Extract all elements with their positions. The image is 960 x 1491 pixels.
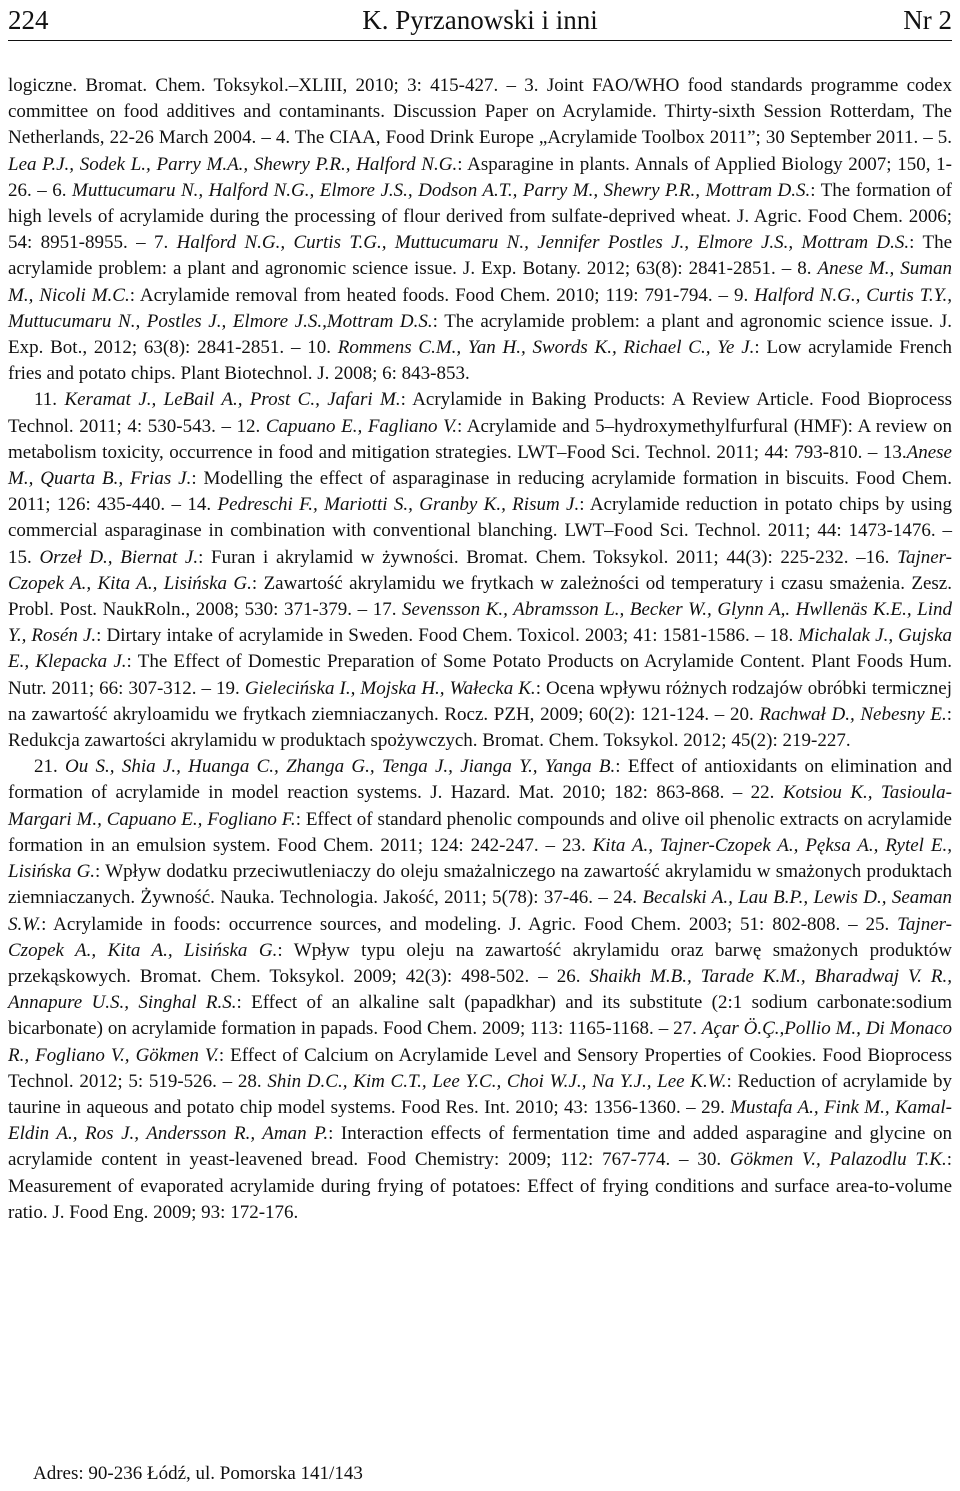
citation-text: : The acrylamide problem: a plant and agronomic science issue. J. Exp. Botany. 2012; 63(8): 2841-2851. – 8.: [8, 232, 953, 280]
author-list: Halford N.G., Curtis T.G., Muttucumaru N., Jennifer Postles J., Elmore J.S., Mottram D.S.: [176, 232, 910, 254]
citation-text: : Wpływ typu oleju na zawartość akrylamidu oraz barwę smażonych produktów przekąskowych. Bromat. Chem. Toksykol. 2009; 42(3): 498-502. – 26.: [8, 939, 952, 987]
citation-text: : Redukcja zawartości akrylamidu w produktach spożywczych. Bromat. Chem. Toksykol. 2012; 45(2): 219-227.: [8, 703, 952, 752]
citation-text: : The formation of high levels of acrylamide during the processing of flour derived from sulfate-deprived wheat. J. Agric. Food Chem. 2006; 54: 8951-8955. – 7.: [8, 179, 952, 254]
citation-text: : Furan i akrylamid w żywności. Bromat. Chem. Toksykol. 2011; 44(3): 225-232. –16.: [198, 546, 898, 568]
citation-text: : Acrylamide in foods: occurrence sources, and modeling. J. Agric. Food Chem. 2003; 51: 802-808. – 25.: [41, 913, 898, 935]
author-list: Lea P.J., Sodek L., Parry M.A., Shewry P.R., Halford N.G.: [8, 153, 458, 175]
citation-text: : Dirtary intake of acrylamide in Sweden. Food Chem. Toxicol. 2003; 41: 1581-1586. – 18.: [96, 625, 799, 647]
citation-text: : The Effect of Domestic Preparation of Some Potato Products on Acrylamide Content. Plant Foods Hum. Nutr. 2011; 66: 307-312. – 19.: [8, 651, 952, 699]
issue-number: Nr 2: [903, 5, 952, 35]
citation-text: logiczne. Bromat. Chem. Toksykol.–XLIII, 2010; 3: 415-427. – 3. Joint FAO/WHO food standards programme codex committee on food additives and contaminants. Discussion Paper on Acrylamide. Thirty-sixth Session Rotterdam, The Netherlands, 22-26 March 2004. – 4. The CIAA, Food Drink Europe „Acrylamide Toolbox 2011”; 30 September 2011. – 5.: [8, 75, 952, 149]
author-list: Pedreschi F., Mariotti S., Granby K., Risum J.: [217, 494, 580, 516]
citation-text: : Acrylamide and 5–hydroxymethylfurfural (HMF): A review on metabolism toxicity, occurrence in food and mitigation strategies. LWT–Food Sci. Technol. 2011; 44: 793-810. – 13.: [8, 415, 952, 463]
author-list: Becalski A., Lau B.P., Lewis D., Seaman S.W.: [8, 887, 952, 935]
author-list: Gielecińska I., Mojska H., Wałecka K.: [244, 677, 536, 699]
citation-text: : Asparagine in plants. Annals of Applied Biology 2007; 150, 1-26. – 6.: [8, 153, 952, 201]
citation-text: : Low acrylamide French fries and potato chips. Plant Biotechnol. J. 2008; 6: 843-853.: [8, 337, 952, 385]
author-address: Adres: 90-236 Łódź, ul. Pomorska 141/143: [33, 1463, 363, 1484]
author-list: Muttucumaru N., Halford N.G., Elmore J.S., Dodson A.T., Parry M., Shewry P.R., Mottram D.S.: [72, 179, 811, 201]
author-list: Kita A., Tajner-Czopek A., Pęksa A., Rytel E., Lisińska G.: [8, 834, 952, 883]
author-list: Michalak J., Gujska E., Klepacka J.: [8, 625, 952, 673]
author-list: Shin D.C., Kim C.T., Lee Y.C., Choi W.J., Na Y.J., Lee K.W.: [267, 1070, 727, 1092]
author-list: Rachwał D., Nebesny E.: [759, 703, 947, 725]
author-list: Açar Ö.Ç.,Pollio M., Di Monaco R., Fogliano V., Gökmen V.: [8, 1018, 953, 1066]
page-number: 224: [8, 5, 49, 35]
author-list: Capuano E., Fagliano V.: [265, 415, 457, 437]
author-list: Tajner-Czopek A., Kita A., Lisińska G.: [8, 913, 952, 961]
citation-text: : Acrylamide reduction in potato chips by using commercial asparaginase in combination with conventional blanching. LWT–Food Sci. Technol. 2011; 44: 1473-1476. – 15.: [8, 494, 952, 568]
author-list: Keramat J., LeBail A., Prost C., Jafari M.: [64, 389, 401, 411]
citation-text: 11.: [34, 389, 65, 411]
author-list: Halford N.G., Curtis T.Y., Muttucumaru N., Postles J., Elmore J.S.,Mottram D.S.: [8, 284, 952, 332]
author-list: Rommens C.M., Yan H., Swords K., Richael C., Ye J.: [337, 337, 755, 359]
author-list: Gökmen V., Palazodlu T.K.: [729, 1149, 947, 1171]
running-header: [8, 0, 952, 34]
citation-text: : Effect of standard phenolic compounds and olive oil phenolic extracts on acrylamide formation in an emulsion system. Food Chem. 2011; 124: 242-247. – 23.: [8, 808, 952, 856]
author-list: Sevensson K., Abramsson L., Becker W., Glynn A,. Hwllenäs K.E., Lind Y., Rosén J.: [8, 599, 952, 647]
author-list: Orzeł D., Biernat J.: [39, 546, 199, 568]
citation-text: : Modelling the effect of asparaginase in reducing acrylamide formation in biscuits. Food Chem. 2011; 126: 435-440. – 14.: [8, 468, 952, 516]
citation-text: : Interaction effects of fermentation time and added asparagine and glycine on acrylamide content in yeast-leavened bread. Food Chemistry: 2009; 112: 767-774. – 30.: [8, 1123, 953, 1171]
author-list: Ou S., Shia J., Huanga C., Zhanga G., Tenga J., Jianga Y., Yanga B.: [65, 756, 616, 778]
references-paragraph-2: [8, 387, 952, 754]
references-list: [8, 73, 952, 1226]
references-paragraph-1: [8, 73, 952, 387]
author-list: Anese M., Suman M., Nicoli M.C.: [8, 258, 952, 306]
header-rule: [8, 40, 952, 41]
running-title: K. Pyrzanowski i inni: [362, 5, 598, 35]
citation-text: : Effect of antioxidants on elimination and formation of acrylamide in model reaction systems. J. Hazard. Mat. 2010; 182: 863-868. – 22.: [8, 756, 953, 804]
author-list: Shaikh M.B., Tarade K.M., Bharadwaj V. R., Annapure U.S., Singhal R.S.: [8, 965, 952, 1014]
references-paragraph-3: [8, 754, 952, 1226]
citation-text: : Wpływ dodatku przeciwutleniaczy do oleju smażalniczego na zawartość akrylamidu w smażonych produktach ziemniaczanych. Żywność. Nauka. Technologia. Jakość, 2011; 5(78): 37-46. – 24.: [8, 861, 952, 909]
citation-text: : Reduction of acrylamide by taurine in aqueous and potato chip model systems. Food Res. Int. 2010; 43: 1356-1360. – 29.: [8, 1070, 952, 1118]
citation-text: : The acrylamide problem: a plant and agronomic science issue. J. Exp. Bot., 2012; 63(8): 2841-2851. – 10.: [8, 310, 953, 359]
author-list: Anese M., Quarta B., Frias J.: [8, 441, 952, 490]
citation-text: : Zawartość akrylamidu we frytkach w zależności od temperatury i czasu smażenia. Zesz. Probl. Post. NaukRoln., 2008; 530: 371-379. – 17.: [8, 572, 952, 621]
citation-text: : Measurement of evaporated acrylamide during frying of potatoes: Effect of frying conditions and surface area-to-volume ratio. J. Food Eng. 2009; 93: 172-176.: [8, 1149, 953, 1223]
citation-text: : Acrylamide removal from heated foods. Food Chem. 2010; 119: 791-794. – 9.: [129, 284, 755, 306]
citation-text: 21.: [34, 756, 66, 778]
author-list: Tajner-Czopek A., Kita A., Lisińska G.: [8, 546, 953, 594]
citation-text: : Acrylamide in Baking Products: A Review Article. Food Bioprocess Technol. 2011; 4: 530-543. – 12.: [8, 389, 952, 437]
citation-text: : Effect of an alkaline salt (papadkhar) and its substitute (2:1 sodium carbonate:sodium bicarbonate) on acrylamide formation in papads. Food Chem. 2009; 113: 1165-1168. – 27.: [8, 992, 953, 1040]
citation-text: : Effect of Calcium on Acrylamide Level and Sensory Properties of Cookies. Food Bioprocess Technol. 2012; 5: 519-526. – 28.: [8, 1044, 952, 1092]
author-list: Kotsiou K., Tasioula-Margari M., Capuano E., Fogliano F.: [8, 782, 952, 830]
citation-text: : Ocena wpływu różnych rodzajów obróbki termicznej na zawartość akryloamidu we frytkach ziemniaczanych. Rocz. PZH, 2009; 60(2): 121-124. – 20.: [8, 677, 952, 725]
author-list: Mustafa A., Fink M., Kamal-Eldin A., Ros J., Andersson R., Aman P.: [8, 1096, 953, 1145]
